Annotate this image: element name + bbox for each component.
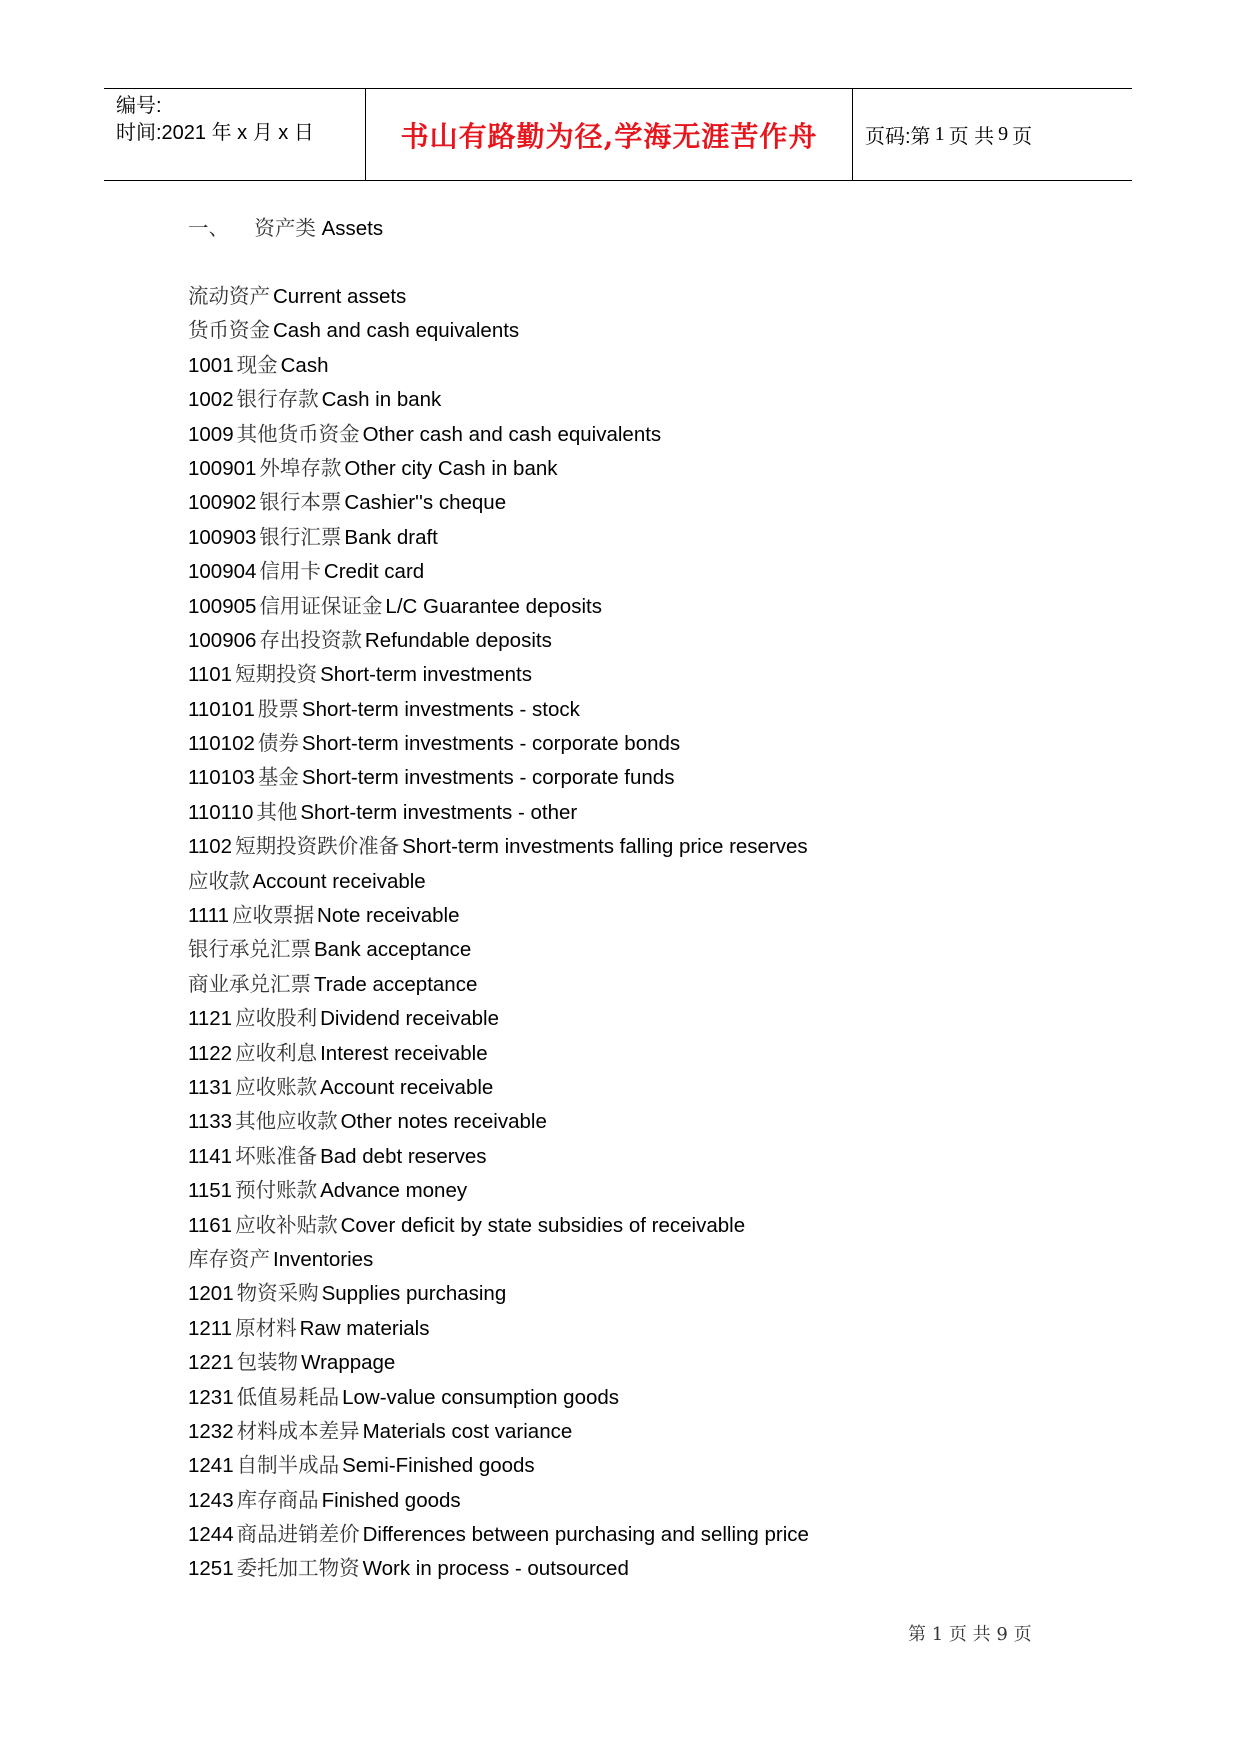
account-name-en: Materials cost variance — [362, 1419, 573, 1443]
account-name-en: Interest receivable — [320, 1041, 488, 1065]
account-item — [188, 829, 1201, 863]
account-item — [188, 313, 1201, 347]
account-name-en: Differences between purchasing and selling price — [362, 1523, 809, 1547]
account-name-zh: 短期投资 — [235, 662, 318, 687]
account-name-en: Low-value consumption goods — [342, 1385, 620, 1409]
account-code: 1102 — [188, 835, 233, 859]
account-item — [188, 554, 1201, 588]
header-motto: 书山有路勤为径,学海无涯苦作舟 — [400, 119, 818, 153]
account-code: 1161 — [188, 1213, 233, 1237]
document-time-label: 时间:2021 年 x 月 x 日 — [116, 122, 314, 144]
account-name-zh: 银行本票 — [259, 490, 342, 515]
footer-prefix: 第 — [908, 1624, 926, 1645]
account-code: 1131 — [188, 1075, 233, 1099]
account-code: 1111 — [188, 904, 230, 928]
account-name-zh: 自制半成品 — [236, 1453, 340, 1478]
account-name-en: Inventories — [273, 1247, 374, 1271]
account-name-zh: 应收股利 — [235, 1006, 318, 1031]
account-name-zh: 基金 — [257, 765, 299, 790]
account-code: 100904 — [188, 560, 257, 584]
account-name-en: Short-term investments - corporate funds — [301, 766, 675, 790]
account-item — [188, 1448, 1201, 1482]
account-code: 110101 — [188, 697, 255, 721]
account-code: 1002 — [188, 388, 234, 412]
account-code: 1101 — [188, 663, 233, 687]
account-item — [188, 623, 1201, 657]
account-name-zh: 信用证保证金 — [259, 593, 383, 618]
account-name-en: Cash — [280, 353, 329, 377]
account-code: 1201 — [188, 1282, 234, 1306]
account-item — [188, 1173, 1201, 1207]
account-name-zh: 短期投资跌价准备 — [235, 834, 400, 859]
account-name-zh: 银行存款 — [236, 387, 319, 412]
account-code: 1251 — [188, 1557, 234, 1581]
section-number: 一、 — [188, 216, 229, 240]
account-name-zh: 商品进销差价 — [236, 1522, 360, 1547]
account-code: 1121 — [188, 1007, 233, 1031]
account-item — [188, 1517, 1201, 1551]
account-name-zh: 债券 — [257, 731, 299, 756]
account-name-en: Cover deficit by state subsidies of receivable — [340, 1213, 746, 1237]
account-name-en: Cash in bank — [321, 388, 442, 412]
account-name-zh: 包装物 — [236, 1350, 299, 1375]
account-item — [188, 1001, 1201, 1035]
account-item — [188, 382, 1201, 416]
account-name-zh: 外埠存款 — [259, 455, 342, 480]
account-name-en: L/C Guarantee deposits — [385, 594, 602, 618]
account-item — [188, 795, 1201, 829]
account-name-zh: 原材料 — [235, 1315, 297, 1340]
header-meta-cell — [104, 89, 366, 180]
account-name-en: Work in process - outsourced — [362, 1557, 629, 1581]
account-code: 1241 — [188, 1454, 234, 1478]
account-item — [188, 1242, 1201, 1276]
account-name-zh: 现金 — [236, 352, 278, 377]
header-page-prefix: 页码:第 — [865, 126, 931, 148]
account-code: 100902 — [188, 491, 257, 515]
account-item — [188, 1345, 1201, 1379]
account-name-zh: 其他应收款 — [235, 1109, 338, 1134]
account-item — [188, 1139, 1201, 1173]
account-item — [188, 898, 1201, 932]
footer-middle: 页 共 — [948, 1624, 991, 1645]
account-name-en: Bad debt reserves — [320, 1144, 487, 1168]
account-name-zh: 应收账款 — [235, 1074, 318, 1099]
account-code: 1141 — [188, 1144, 233, 1168]
account-name-zh: 信用卡 — [259, 559, 321, 584]
account-name-zh: 坏账准备 — [235, 1143, 318, 1168]
header-motto-cell — [366, 89, 853, 180]
account-code: 1151 — [188, 1179, 233, 1203]
account-name-zh: 应收利息 — [235, 1040, 318, 1065]
account-name-zh: 应收票据 — [232, 903, 315, 928]
account-list — [188, 279, 1201, 1586]
header-page-total: 9 — [998, 123, 1009, 145]
account-item — [188, 1551, 1201, 1585]
account-code: 110102 — [188, 732, 255, 756]
account-name-zh: 委托加工物资 — [236, 1556, 360, 1581]
page-footer — [908, 1620, 1032, 1646]
header-page-current: 1 — [934, 123, 945, 145]
account-name-zh: 货币资金 — [188, 318, 270, 343]
account-item — [188, 589, 1201, 623]
footer-current: 1 — [931, 1624, 944, 1645]
account-name-en: Refundable deposits — [364, 628, 552, 652]
account-name-en: Account receivable — [320, 1075, 494, 1099]
account-name-zh: 股票 — [257, 696, 299, 721]
account-name-en: Dividend receivable — [320, 1007, 499, 1031]
account-name-en: Short-term investments falling price reserves — [402, 835, 808, 859]
account-name-en: Short-term investments - stock — [301, 697, 580, 721]
account-code: 1009 — [188, 422, 234, 446]
account-code: 1221 — [188, 1351, 234, 1375]
account-item — [188, 485, 1201, 519]
document-header — [104, 88, 1132, 181]
account-item — [188, 451, 1201, 485]
account-item — [188, 1483, 1201, 1517]
account-name-en: Other city Cash in bank — [344, 456, 558, 480]
account-item — [188, 1208, 1201, 1242]
account-code: 1243 — [188, 1488, 234, 1512]
account-name-zh: 材料成本差异 — [236, 1418, 360, 1443]
account-name-en: Bank acceptance — [314, 938, 472, 962]
account-item — [188, 692, 1201, 726]
document-number-label: 编号: — [116, 95, 162, 117]
account-item — [188, 967, 1201, 1001]
section-title-en: Assets — [321, 217, 384, 240]
account-name-en: Supplies purchasing — [321, 1282, 507, 1306]
account-name-en: Note receivable — [317, 904, 460, 928]
account-name-en: Wrappage — [301, 1351, 396, 1375]
account-item — [188, 1070, 1201, 1104]
account-code: 100906 — [188, 628, 257, 652]
footer-total: 9 — [996, 1624, 1008, 1645]
account-name-zh: 低值易耗品 — [236, 1384, 340, 1409]
account-name-zh: 应收补贴款 — [235, 1212, 338, 1237]
document-body — [188, 210, 1201, 1586]
account-name-en: Advance money — [320, 1179, 468, 1203]
account-name-zh: 商业承兑汇票 — [188, 971, 311, 996]
account-name-en: Short-term investments - corporate bonds — [301, 732, 681, 756]
account-name-en: Short-term investments - other — [300, 800, 578, 824]
header-page-suffix: 页 — [1012, 126, 1033, 148]
account-item — [188, 657, 1201, 691]
account-item — [188, 520, 1201, 554]
account-name-zh: 存出投资款 — [259, 627, 362, 652]
account-name-zh: 物资采购 — [236, 1281, 319, 1306]
header-page-middle: 页 共 — [948, 126, 995, 148]
account-name-zh: 其他 — [256, 799, 298, 824]
account-code: 1232 — [188, 1419, 234, 1443]
account-code: 1122 — [188, 1041, 233, 1065]
account-code: 100905 — [188, 594, 257, 618]
account-item — [188, 417, 1201, 451]
account-code: 100903 — [188, 525, 257, 549]
account-code: 1133 — [188, 1110, 233, 1134]
account-item — [188, 1036, 1201, 1070]
section-heading — [188, 210, 1201, 246]
account-item — [188, 348, 1201, 382]
account-code: 1244 — [188, 1523, 234, 1547]
account-code: 1001 — [188, 353, 234, 377]
account-name-zh: 银行汇票 — [259, 524, 342, 549]
account-item — [188, 1414, 1201, 1448]
account-name-zh: 库存资产 — [188, 1246, 270, 1271]
account-name-en: Bank draft — [344, 525, 438, 549]
account-name-en: Cash and cash equivalents — [273, 319, 520, 343]
account-code: 100901 — [188, 456, 257, 480]
account-item — [188, 932, 1201, 966]
account-code: 110103 — [188, 766, 255, 790]
account-name-zh: 库存商品 — [236, 1487, 319, 1512]
account-name-en: Other notes receivable — [340, 1110, 547, 1134]
account-name-en: Trade acceptance — [314, 972, 478, 996]
account-name-zh: 应收款 — [188, 868, 250, 893]
account-name-en: Short-term investments — [320, 663, 532, 687]
account-name-zh: 预付账款 — [235, 1178, 318, 1203]
account-item — [188, 864, 1201, 898]
account-name-en: Raw materials — [299, 1316, 430, 1340]
account-item — [188, 760, 1201, 794]
account-item — [188, 1104, 1201, 1138]
account-name-en: Other cash and cash equivalents — [362, 422, 662, 446]
account-item — [188, 1276, 1201, 1310]
account-name-en: Cashier''s cheque — [344, 491, 507, 515]
account-name-en: Current assets — [273, 285, 407, 308]
account-item — [188, 279, 1201, 313]
account-name-zh: 流动资产 — [188, 284, 270, 308]
account-item — [188, 726, 1201, 760]
footer-suffix: 页 — [1013, 1624, 1032, 1645]
account-code: 110110 — [188, 800, 254, 824]
account-name-zh: 其他货币资金 — [236, 421, 360, 446]
account-item — [188, 1311, 1201, 1345]
account-code: 1211 — [188, 1316, 233, 1340]
account-name-en: Account receivable — [252, 869, 426, 893]
account-name-en: Finished goods — [321, 1488, 461, 1512]
account-item — [188, 1380, 1201, 1414]
header-page-cell — [853, 89, 1132, 180]
account-code: 1231 — [188, 1385, 234, 1409]
account-name-en: Semi-Finished goods — [342, 1454, 535, 1478]
account-name-en: Credit card — [323, 560, 425, 584]
section-title-zh: 资产类 — [254, 216, 316, 240]
account-name-zh: 银行承兑汇票 — [188, 937, 311, 962]
